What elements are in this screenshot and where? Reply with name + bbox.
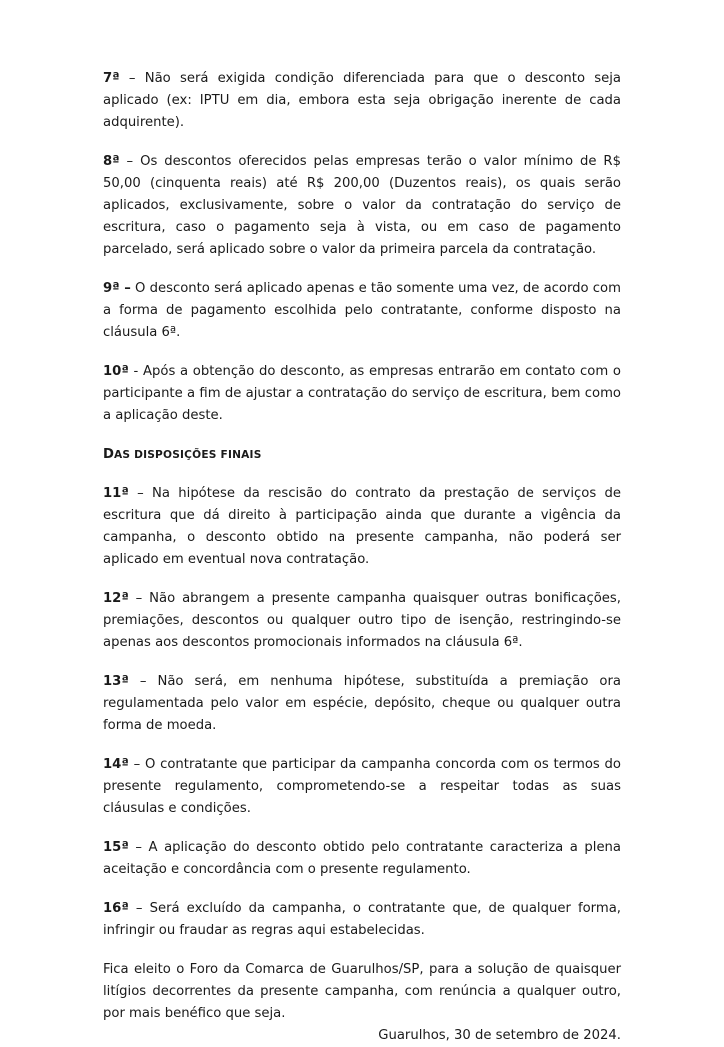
clause-11 — [103, 483, 621, 571]
clause-15 — [103, 837, 621, 881]
section-heading — [103, 444, 621, 466]
clause-number: 11ª — [103, 486, 129, 501]
clause-number: 12ª — [103, 591, 129, 606]
clause-12 — [103, 588, 621, 654]
section-heading-initial: D — [103, 447, 114, 462]
clause-number: 16ª — [103, 901, 129, 916]
closing-paragraph: Fica eleito o Foro da Comarca de Guarulhos/SP, para a solução de quaisquer litígios decorrentes da presente campanha, com renúncia a qualquer outro, por mais benéfico que seja. — [103, 962, 621, 1021]
section-heading-rest: AS DISPOSIÇÕES FINAIS — [113, 449, 262, 461]
clause-number: 15ª — [103, 840, 129, 855]
document-body — [103, 68, 621, 1047]
clause-text: O contratante que participar da campanha concorda com os termos do presente regulamento, comprometendo-se a respeitar todas as suas cláusulas e condições. — [103, 757, 621, 816]
clause-16 — [103, 898, 621, 942]
clause-separator: – — [128, 486, 153, 501]
clause-number: 14ª — [103, 757, 129, 772]
clause-text: Os descontos oferecidos pelas empresas terão o valor mínimo de R$ 50,00 (cinquenta reais) até R$ 200,00 (Duzentos reais), os quais serão aplicados, exclusivamente, sobre o valor da contratação do serviço de escritura, caso o pagamento seja à vista, ou em caso de pagamento parcelado, será aplicado sobre o valor da primeira parcela da contratação. — [103, 154, 621, 257]
clause-10 — [103, 361, 621, 427]
clause-number: 9ª – — [103, 281, 131, 296]
clause-separator: – — [128, 757, 145, 772]
clause-separator: – — [128, 591, 150, 606]
clause-text: Na hipótese da rescisão do contrato da prestação de serviços de escritura que dá direito à participação ainda que durante a vigência da campanha, o desconto obtido na presente campanha, não poderá ser aplicado em eventual nova contratação. — [103, 486, 622, 567]
clause-14 — [103, 754, 621, 820]
clause-separator: – — [128, 840, 149, 855]
clause-number: 8ª — [103, 154, 120, 169]
clause-text: A aplicação do desconto obtido pelo contratante caracteriza a plena aceitação e concordância com o presente regulamento. — [103, 840, 621, 877]
clause-text: Após a obtenção do desconto, as empresas entrarão em contato com o participante a fim de ajustar a contratação do serviço de escritura, bem como a aplicação deste. — [103, 364, 621, 423]
clause-8 — [103, 151, 621, 261]
clause-text: Será excluído da campanha, o contratante que, de qualquer forma, infringir ou fraudar as regras aqui estabelecidas. — [103, 901, 621, 938]
clause-separator: – — [119, 154, 141, 169]
clause-separator: – — [119, 71, 145, 86]
clause-7 — [103, 68, 621, 134]
clause-separator: – — [128, 901, 150, 916]
clause-9 — [103, 278, 621, 344]
clause-text: O desconto será aplicado apenas e tão somente uma vez, de acordo com a forma de pagamento escolhida pelo contratante, conforme disposto na cláusula 6ª. — [103, 281, 621, 340]
clause-text: Não será, em nenhuma hipótese, substituída a premiação ora regulamentada pelo valor em espécie, depósito, cheque ou qualquer outra forma de moeda. — [103, 674, 621, 733]
clause-text: Não abrangem a presente campanha quaisquer outras bonificações, premiações, descontos ou qualquer outro tipo de isenção, restringindo-se apenas aos descontos promocionais informados na cláusula 6ª. — [103, 591, 621, 650]
clause-separator: – — [128, 674, 158, 689]
clause-13 — [103, 671, 621, 737]
clause-number: 13ª — [103, 674, 129, 689]
date-line: Guarulhos, 30 de setembro de 2024. — [378, 1028, 621, 1043]
clause-separator: - — [128, 364, 143, 379]
clause-number: 7ª — [103, 71, 120, 86]
clause-number: 10ª — [103, 364, 129, 379]
clause-text: Não será exigida condição diferenciada para que o desconto seja aplicado (ex: IPTU em dia, embora esta seja obrigação inerente de cada adquirente). — [103, 71, 621, 130]
